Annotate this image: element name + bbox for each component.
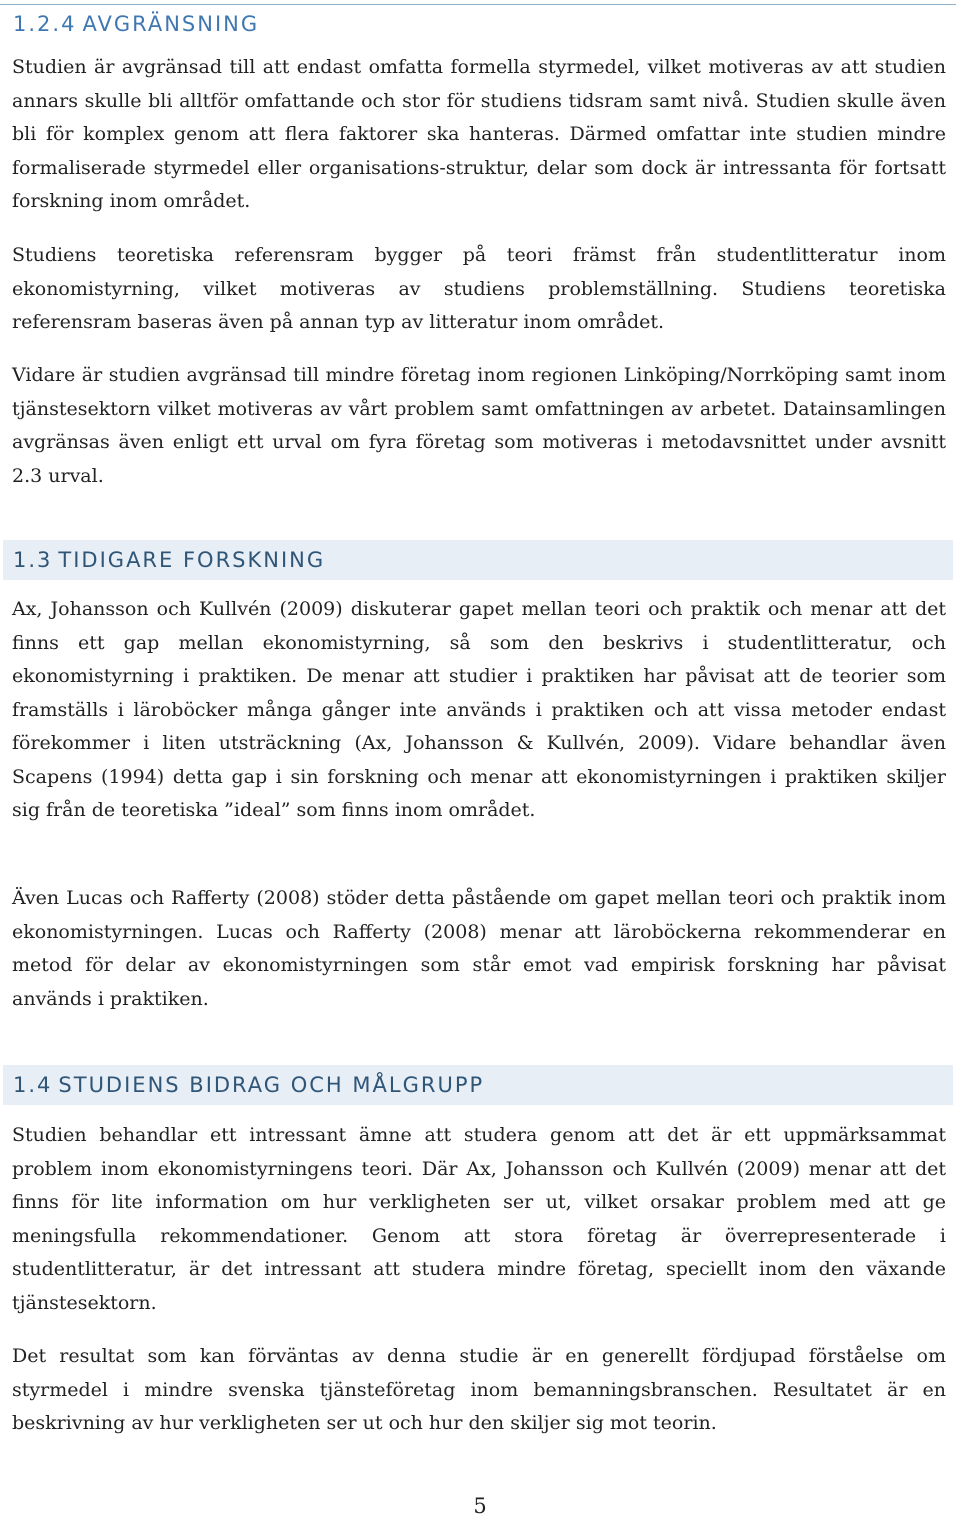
paragraph: Studiens teoretiska referensram bygger på teori främst från studentlitteratur inom ekonomistyrning, vilket motiveras av studiens problemställning. Studiens teoretiska referensram baseras även på annan typ av litteratur inom området. <box>12 244 946 333</box>
section-number: 1.3 <box>13 548 53 572</box>
section-heading-avgransning <box>3 6 953 42</box>
section-title: STUDIENS BIDRAG OCH MÅLGRUPP <box>58 1073 485 1097</box>
paragraph: Studien behandlar ett intressant ämne att studera genom att det är ett uppmärksammat problem inom ekonomistyrningens teori. Där Ax, Johansson och Kullvén (2009) menar att det finns för lite information om hur verkligheten ser ut, vilket orsakar problem med att ge meningsfulla rekommendationer. Genom att stora företag är överrepresenterade i studentlitteratur, är det intressant att studera mindre företag, speciellt inom den växande tjänstesektorn. <box>12 1124 946 1314</box>
section-heading-tidigare-forskning <box>3 540 953 580</box>
section-title: TIDIGARE FORSKNING <box>58 548 326 572</box>
section-heading-studiens-bidrag <box>3 1065 953 1105</box>
section-number: 1.4 <box>13 1073 53 1097</box>
top-rule <box>0 4 956 5</box>
paragraph: Ax, Johansson och Kullvén (2009) diskuterar gapet mellan teori och praktik och menar att det finns ett gap mellan ekonomistyrning, så som den beskrivs i studentlitteratur, och ekonomistyrning i praktiken. De menar att studier i praktiken har påvisat att de teorier som framställs i läroböcker många gånger inte används i praktiken och att vissa metoder endast förekommer i liten utsträckning (Ax, Johansson & Kullvén, 2009). Vidare behandlar även Scapens (1994) detta gap i sin forskning och menar att ekonomistyrningen i praktiken skiljer sig från de teoretiska ”ideal” som finns inom området. <box>12 598 946 821</box>
section-number: 1.2.4 <box>13 12 77 36</box>
page-number: 5 <box>473 1494 487 1518</box>
paragraph: Det resultat som kan förväntas av denna studie är en generellt fördjupad förståelse om styrmedel i mindre svenska tjänsteföretag inom bemanningsbranschen. Resultatet är en beskrivning av hur verkligheten ser ut och hur den skiljer sig mot teorin. <box>12 1345 946 1434</box>
section-title: AVGRÄNSNING <box>82 12 260 36</box>
paragraph: Vidare är studien avgränsad till mindre företag inom regionen Linköping/Norrköping samt inom tjänstesektorn vilket motiveras av vårt problem samt omfattningen av arbetet. Datainsamlingen avgränsas även enligt ett urval om fyra företag som motiveras i metodavsnittet under avsnitt 2.3 urval. <box>12 364 946 487</box>
paragraph: Studien är avgränsad till att endast omfatta formella styrmedel, vilket motiveras av att studien annars skulle bli alltför omfattande och stor för studiens tidsram samt nivå. Studien skulle även bli för komplex genom att flera faktorer ska hanteras. Därmed omfattar inte studien mindre formaliserade styrmedel eller organisations-struktur, delar som dock är intressanta för fortsatt forskning inom området. <box>12 56 946 212</box>
paragraph: Även Lucas och Rafferty (2008) stöder detta påstående om gapet mellan teori och praktik inom ekonomistyrningen. Lucas och Rafferty (2008) menar att läroböckerna rekommenderar en metod för delar av ekonomistyrningen som står emot vad empirisk forskning har påvisat används i praktiken. <box>12 887 946 1010</box>
